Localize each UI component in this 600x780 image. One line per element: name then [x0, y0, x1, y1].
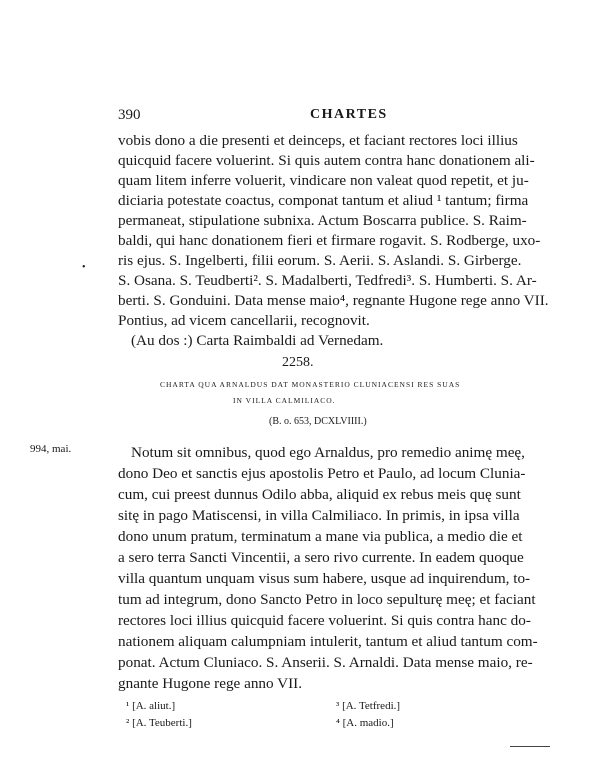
text-line: ris ejus. S. Ingelberti, filii eorum. S. Aerii. S. Aslandi. S. Girberge.	[118, 252, 522, 269]
text-line: dono Deo et sanctis ejus apostolis Petro et Paulo, ad locum Clunia-	[118, 465, 526, 482]
text-line: quam litem inferre voluerit, vindicare non valeat quod repetit, et ju-	[118, 172, 529, 189]
text-line: quicquid facere voluerint. Si quis autem contra hanc donationem ali-	[118, 152, 535, 169]
text-line: tum ad integrum, dono Sancto Petro in loco sepulturę meę; et faciant	[118, 591, 536, 608]
charter-number: 2258.	[282, 355, 314, 370]
text-line: dono unum pratum, terminatum a mane via publica, a medio die et	[118, 528, 523, 545]
text-line: villa quantum unquam visus sum habere, usque ad inquirendum, to-	[118, 570, 531, 587]
text-line: nationem aliquam calumpniam intulerit, tantum et aliud tantum com-	[118, 633, 538, 650]
charter-heading: IN VILLA CALMILIACO.	[233, 396, 336, 405]
footnote: ⁴ [A. madio.]	[336, 717, 394, 729]
text-line: baldi, qui hanc donationem fieri et firmare rogavit. S. Rodberge, uxo-	[118, 232, 541, 249]
text-line: cum, cui preest dunnus Odilo abba, aliquid ex rebus meis quę sunt	[118, 486, 521, 503]
text-line: diciaria potestate coactus, componat tantum et aliud ¹ tantum; firma	[118, 192, 529, 209]
text-line: gnante Hugone rege anno VII.	[118, 675, 303, 692]
page-number: 390	[118, 107, 141, 123]
text-line: ponat. Actum Cluniaco. S. Anserii. S. Arnaldi. Data mense maio, re-	[118, 654, 533, 671]
margin-date: 994, mai.	[30, 443, 72, 455]
text-line: permaneat, stipulatione subnixa. Actum Boscarra publice. S. Raim-	[118, 212, 527, 229]
text-line: Pontius, ad vicem cancellarii, recognovit.	[118, 312, 370, 329]
charter-heading: CHARTA QUA ARNALDUS DAT MONASTERIO CLUNIACENSI RES SUAS	[160, 380, 461, 389]
rule-divider	[510, 746, 550, 747]
footnote: ¹ [A. aliut.]	[126, 700, 176, 712]
footnote: ² [A. Teuberti.]	[126, 717, 192, 729]
text-line: sitę in pago Matiscensi, in villa Calmiliaco. In primis, in ipsa villa	[118, 507, 520, 524]
text-line: a sero terra Sancti Vincentii, a sero rivo currente. In eadem quoque	[118, 549, 524, 566]
running-title: CHARTES	[310, 107, 388, 122]
charter-source: (B. o. 653, DCXLVIIII.)	[269, 416, 367, 427]
margin-mark: •	[82, 262, 86, 273]
text-line: berti. S. Gonduini. Data mense maio⁴, regnante Hugone rege anno VII.	[118, 292, 549, 309]
text-line: vobis dono a die presenti et deinceps, et faciant rectores loci illius	[118, 132, 518, 149]
text-line: S. Osana. S. Teudberti². S. Madalberti, Tedfredi³. S. Humberti. S. Ar-	[118, 272, 537, 289]
text-line: Notum sit omnibus, quod ego Arnaldus, pro remedio animę meę,	[131, 444, 525, 461]
text-line: rectores loci illius quicquid facere voluerint. Si quis contra hanc do-	[118, 612, 531, 629]
dorsal-note: (Au dos :) Carta Raimbaldi ad Vernedam.	[131, 332, 384, 349]
footnote: ³ [A. Tetfredi.]	[336, 700, 401, 712]
